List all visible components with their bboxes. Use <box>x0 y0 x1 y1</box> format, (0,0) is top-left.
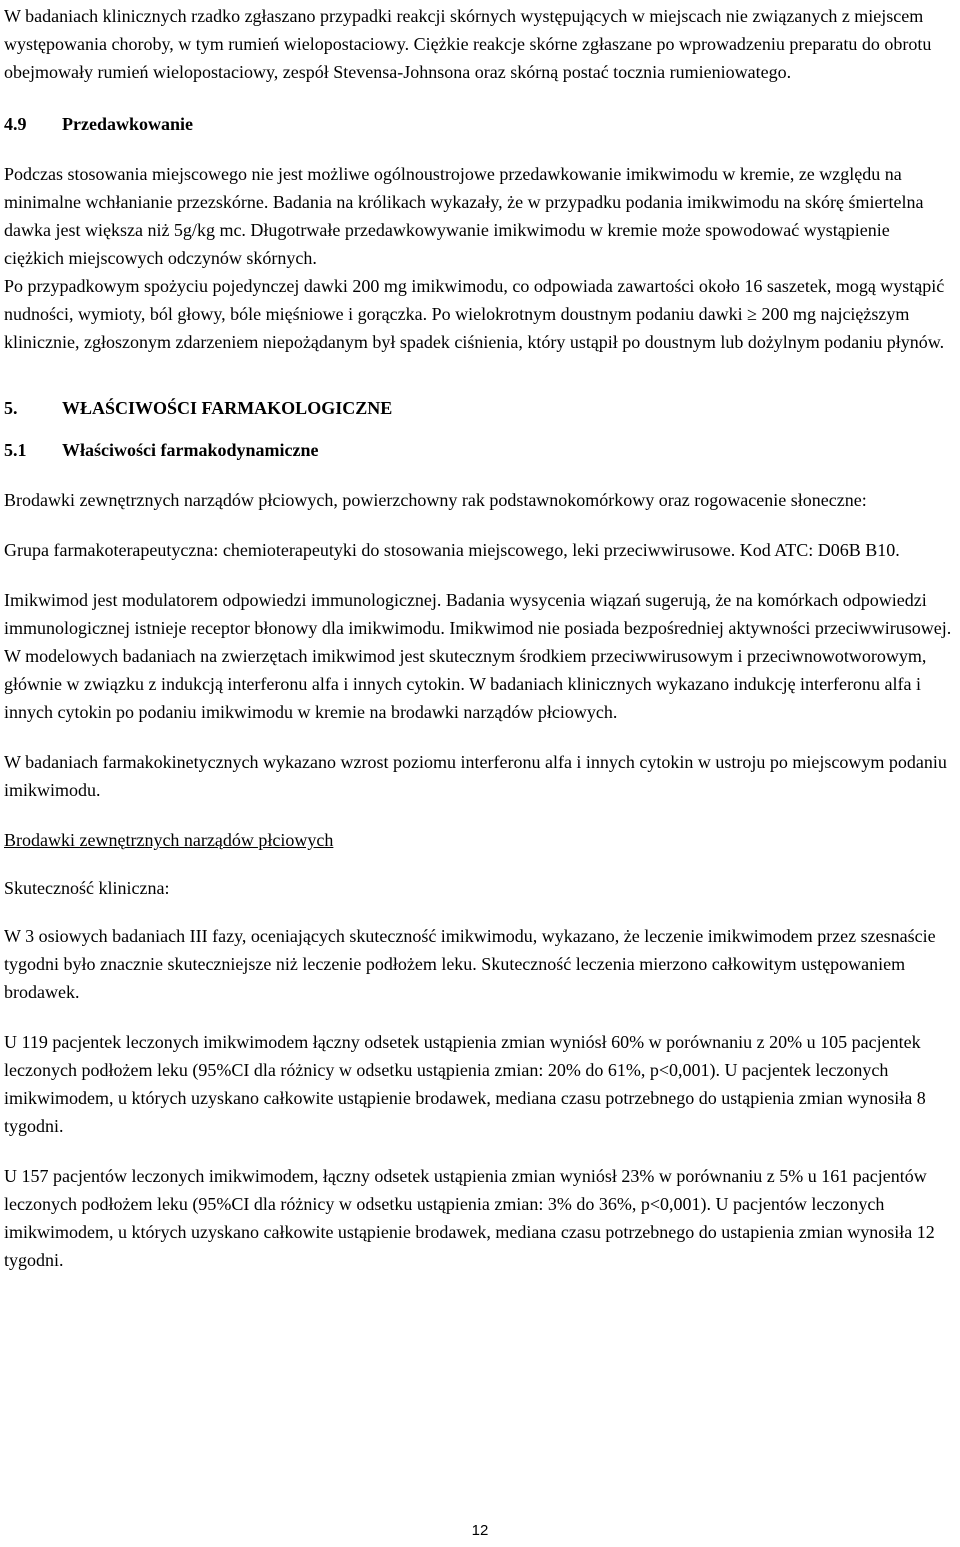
page-number: 12 <box>471 1522 489 1539</box>
pharmacotherapeutic-group-paragraph: Grupa farmakoterapeutyczna: chemioterapeutyki do stosowania miejscowego, leki przeciwwirusowe. Kod ATC: D06B B10. <box>4 540 900 560</box>
section-4-9-number: 4.9 <box>4 114 27 134</box>
overdose-paragraph-1: Podczas stosowania miejscowego nie jest możliwe ogólnoustrojowe przedawkowanie imikwimodu w kremie, ze względu na minimalne wchłanianie przezskórne. Badania na królikach wykazały, że w przypadku podania imikwimodu na skórę śmiertelna dawka jest większa niż 5g/kg mc. Długotrwałe przedawkowywanie imikwimodu w kremie może spowodować wystąpienie ciężkich miejscowych odczynów skórnych. <box>4 164 924 268</box>
section-5-number: 5. <box>4 398 18 418</box>
section-5-1-heading <box>4 436 954 464</box>
male-patients-paragraph: U 157 pacjentów leczonych imikwimodem, łączny odsetek ustąpienia zmian wyniósł 23% w porównaniu z 5% u 161 pacjentów leczonych podłożem leku (95%CI dla różnicy w odsetku ustąpienia zmian: 3% do 36%, p<0,001). U pacjentów leczonych imikwimodem, u których uzyskano całkowite ustąpienie brodawek, mediana czasu potrzebnego do ustapienia zmian wynosiła 12 tygodni. <box>4 1166 935 1270</box>
section-4-9-heading <box>4 110 954 138</box>
intro-paragraph: W badaniach klinicznych rzadko zgłaszano przypadki reakcji skórnych występujących w miejscach nie związanych z miejscem występowania choroby, w tym rumień wielopostaciowy. Ciężkie reakcje skórne zgłaszane po wprowadzeniu preparatu do obrotu obejmowały rumień wielopostaciowy, zespół Stevensa-Johnsona oraz skórną postać tocznia rumieniowatego. <box>4 6 932 82</box>
section-5-1-number: 5.1 <box>4 440 27 460</box>
section-4-9-title: Przedawkowanie <box>62 114 193 134</box>
section-5-heading <box>4 394 954 422</box>
clinical-efficacy-label: Skuteczność kliniczna: <box>4 878 170 898</box>
genital-warts-subheading: Brodawki zewnętrznych narządów płciowych <box>4 830 334 850</box>
section-5-1-title: Właściwości farmakodynamiczne <box>62 440 319 460</box>
document-page <box>4 2 954 1274</box>
section-5-title: WŁAŚCIWOŚCI FARMAKOLOGICZNE <box>62 398 393 418</box>
mechanism-paragraph: Imikwimod jest modulatorem odpowiedzi immunologicznej. Badania wysycenia wiązań sugerują, że na komórkach odpowiedzi immunologicznej istnieje receptor błonowy dla imikwimodu. Imikwimod nie posiada bezpośredniej aktywności przeciwwirusowej. W modelowych badaniach na zwierzętach imikwimod jest skutecznym środkiem przeciwwirusowym i przeciwnowotworowym, głównie w związku z indukcją interferonu alfa i innych cytokin. W badaniach klinicznych wykazano indukcję interferonu alfa i innych cytokin po podaniu imikwimodu w kremie na brodawki narządów płciowych. <box>4 590 952 722</box>
phase-3-trials-paragraph: W 3 osiowych badaniach III fazy, oceniających skuteczność imikwimodu, wykazano, że leczenie imikwimodem przez szesnaście tygodni było znacznie skuteczniejsze niż leczenie podłożem leku. Skuteczność leczenia mierzono całkowitym ustępowaniem brodawek. <box>4 926 936 1002</box>
indication-paragraph: Brodawki zewnętrznych narządów płciowych, powierzchowny rak podstawnokomórkowy oraz rogowacenie słoneczne: <box>4 490 867 510</box>
overdose-paragraph-2: Po przypadkowym spożyciu pojedynczej dawki 200 mg imikwimodu, co odpowiada zawartości około 16 saszetek, mogą wystąpić nudności, wymioty, ból głowy, bóle mięśniowe i gorączka. Po wielokrotnym doustnym podaniu dawki ≥ 200 mg najcięższym klinicznie, zgłoszonym zdarzeniem niepożądanym był spadek ciśnienia, który ustąpił po doustnym lub dożylnym podaniu płynów. <box>4 276 945 352</box>
female-patients-paragraph: U 119 pacjentek leczonych imikwimodem łączny odsetek ustąpienia zmian wyniósł 60% w porównaniu z 20% u 105 pacjentek leczonych podłożem leku (95%CI dla różnicy w odsetku ustąpienia zmian: 20% do 61%, p<0,001). U pacjentek leczonych imikwimodem, u których uzyskano całkowite ustąpienie brodawek, mediana czasu potrzebnego do ustąpienia zmian wynosiła 8 tygodni. <box>4 1032 926 1136</box>
pharmacokinetics-paragraph: W badaniach farmakokinetycznych wykazano wzrost poziomu interferonu alfa i innych cytokin w ustroju po miejscowym podaniu imikwimodu. <box>4 752 947 800</box>
